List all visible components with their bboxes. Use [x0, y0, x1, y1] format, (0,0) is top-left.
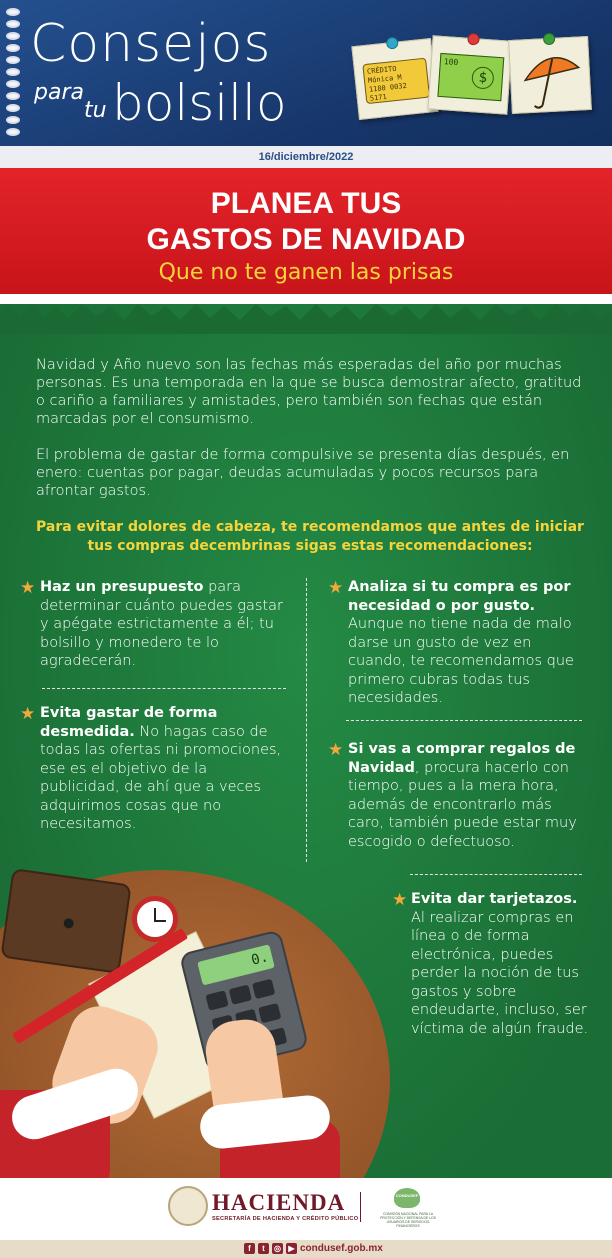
tip-3-text: Aunque no tiene nada de malo darse un gusto de vez en cuando, te recomendamos que primero cubras todas tus necesidades. — [348, 616, 574, 706]
card-label: CRÉDITO — [366, 64, 397, 76]
calculator-display: 0. — [197, 944, 275, 985]
tip-4 — [348, 740, 588, 851]
card-number: 1180 0032 5171 — [368, 81, 408, 103]
hacienda-logo-text: HACIENDA — [212, 1190, 346, 1215]
title-bolsillo: bolsillo — [112, 74, 287, 132]
tip-1-title: Haz un presupuesto — [40, 579, 204, 595]
tip-2-text: No hagas caso de todas las ofertas ni promociones, ese es el objetivo de la publicidad, de ahí que a veces adquirimos cosas que no necesitamos. — [40, 723, 282, 832]
logo-separator — [360, 1192, 361, 1222]
tip-5-title: Evita dar tarjetazos. — [411, 891, 578, 907]
sticky-note-bill — [428, 35, 513, 114]
star-icon: ★ — [328, 578, 344, 597]
tip-3-title: Analiza si tu compra es por necesidad o por gusto. — [348, 579, 571, 614]
twitter-icon[interactable]: t — [258, 1243, 269, 1254]
bill-icon — [437, 53, 504, 101]
hacienda-subtitle: SECRETARÍA DE HACIENDA Y CRÉDITO PÚBLICO — [212, 1216, 359, 1222]
condusef-logo-icon — [394, 1188, 420, 1208]
facebook-icon[interactable]: f — [244, 1243, 255, 1254]
header — [0, 0, 612, 146]
tip-4-title: Si vas a comprar regalos de Navidad — [348, 741, 576, 776]
recommendations-lead: Para evitar dolores de cabeza, te recomendamos que antes de iniciar tus compras decembrinas sigas estas recomendaciones: — [36, 519, 584, 554]
date-label: 16/diciembre/2022 — [0, 146, 612, 168]
card-name: Mónica M — [367, 73, 402, 85]
pin-icon — [467, 33, 480, 46]
credit-card-icon — [362, 58, 430, 104]
condusef-subtitle: COMISIÓN NACIONAL PARA LA PROTECCIÓN Y DEFENSA DE LOS USUARIOS DE SERVICIOS FINANCIEROS — [380, 1212, 436, 1228]
tip-1 — [40, 578, 290, 671]
tip-2-title: Evita gastar de forma desmedida. — [40, 705, 218, 740]
umbrella-icon — [509, 37, 593, 115]
tip-2 — [40, 704, 290, 834]
condusef-label: CONDUSEF — [395, 1193, 419, 1198]
notebook-spiral — [6, 8, 22, 140]
title-consejos: Consejos — [30, 14, 272, 74]
title-banner — [0, 168, 612, 294]
star-icon: ★ — [20, 578, 36, 597]
social-links — [244, 1243, 297, 1255]
banner-title-line2: GASTOS DE NAVIDAD — [146, 223, 466, 256]
banner-subtitle: Que no te ganen las prisas — [158, 260, 454, 285]
star-icon: ★ — [20, 704, 36, 723]
tip-4-text: , procura hacerlo con tiempo, pues a la mera hora, además de encontrarlo más caro, también puede estar muy escogido o defectuoso. — [348, 759, 577, 850]
sticky-note-umbrella — [508, 36, 592, 114]
tip-1-text: para determinar cuánto puedes gastar y apégate estrictamente a él; tu bolsillo y monedero te lo agradecerán. — [40, 579, 283, 669]
pine-garland-icon — [0, 300, 612, 334]
wallet-icon — [0, 868, 131, 974]
divider — [410, 874, 582, 875]
instagram-icon[interactable]: ◎ — [272, 1243, 283, 1254]
pin-icon — [386, 36, 399, 49]
divider — [42, 688, 286, 689]
bill-value: 100 — [443, 57, 459, 68]
content-area — [0, 300, 612, 1178]
star-icon: ★ — [328, 740, 344, 759]
column-divider — [306, 578, 307, 862]
banner-title-line1: PLANEA TUS — [210, 187, 402, 220]
intro-paragraph-1: Navidad y Año nuevo son las fechas más esperadas del año por muchas personas. Es una temporada en la que se busca demostrar afecto, gratitud o cariño a familiares y amistades, pero también son fechas que están marcadas por el consumismo. — [36, 357, 582, 427]
sticky-note-credit-card — [351, 38, 438, 120]
intro-paragraph-2: El problema de gastar de forma compulsive se presenta días después, en enero: cuentas por pagar, deudas acumuladas y pocos recursos para afrontar gastos. — [36, 447, 570, 499]
youtube-icon[interactable]: ▶ — [286, 1243, 297, 1254]
title-para: para — [34, 80, 84, 105]
tip-5 — [411, 890, 591, 1038]
mexico-seal-icon — [168, 1186, 208, 1226]
title-tu: tu — [84, 98, 107, 123]
dollar-symbol: $ — [471, 66, 494, 89]
divider — [346, 720, 582, 721]
tip-3 — [348, 578, 588, 708]
website-link[interactable]: condusef.gob.mx — [300, 1243, 383, 1254]
star-icon: ★ — [392, 890, 408, 909]
tip-5-text: Al realizar compras en línea o de forma electrónica, puedes perder la noción de tus gastos y sobre endeudarte, incluso, ser víctima de algún fraude. — [411, 909, 589, 1037]
